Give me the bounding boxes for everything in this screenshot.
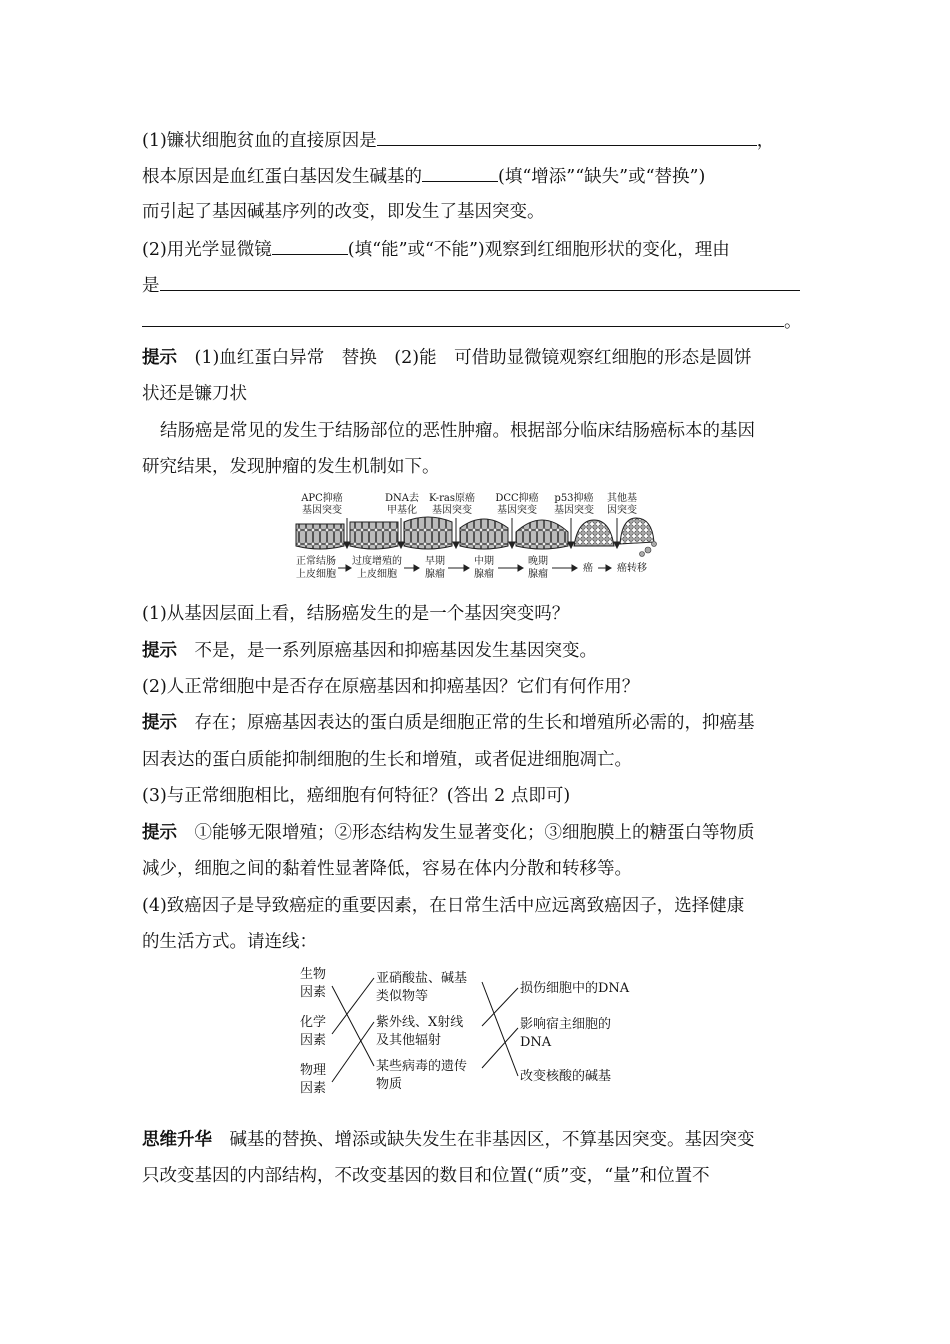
example-chemical: 亚硝酸盐、碱基 <box>376 971 468 986</box>
tissue-cancer <box>574 520 614 546</box>
top-label-4b: 基因突变 <box>497 505 537 516</box>
factor-biological-b: 因素 <box>300 985 327 1000</box>
example-biological-b: 物质 <box>376 1077 403 1092</box>
bottom-label-5: 晚期 <box>528 556 548 567</box>
question-2-2: (2)人正常细胞中是否存在原癌基因和抑癌基因？它们有何作用？ <box>142 677 640 697</box>
tissue-stages <box>296 517 657 557</box>
factor-physical-b: 因素 <box>300 1081 327 1096</box>
factor-chemical-b: 因素 <box>300 1033 327 1048</box>
hint-1: 提示 (1)血红蛋白异常 替换 (2)能 可借助显微镜观察红细胞的形态是圆饼 <box>142 348 752 368</box>
tissue-early-adenoma <box>404 517 452 549</box>
answer-blank[interactable] <box>142 308 784 327</box>
effect-host-dna-b: DNA <box>520 1035 552 1050</box>
hint-2-3: 提示 ①能够无限增殖；②形态结构发生显著变化；③细胞膜上的糖蛋白等物质 <box>142 823 755 843</box>
top-label-1b: 基因突变 <box>302 505 342 516</box>
example-chemical-b: 类似物等 <box>376 989 429 1004</box>
top-label-4: DCC抑癌 <box>495 493 539 504</box>
question-1-2-reason: 是 <box>142 272 800 299</box>
bottom-label-2: 过度增殖的 <box>352 556 402 567</box>
question-2-4-cont: 的生活方式。请连线： <box>142 932 317 952</box>
factor-physical: 物理 <box>300 1063 327 1078</box>
hint-2-2: 提示 存在；原癌基因表达的蛋白质是细胞正常的生长和增殖所必需的，抑癌基 <box>142 713 755 733</box>
top-label-6b: 因突变 <box>607 505 637 516</box>
bottom-label-3b: 腺瘤 <box>425 569 445 580</box>
hint-2-1: 提示 不是，是一系列原癌基因和抑癌基因发生基因突变。 <box>142 641 597 661</box>
effect-damage-dna: 损伤细胞中的DNA <box>520 981 630 996</box>
question-1-1-end: 而引起了基因碱基序列的改变，即发生了基因突变。 <box>142 202 545 222</box>
top-label-1: APC抑癌 <box>301 493 343 504</box>
effect-host-dna: 影响宿主细胞的 <box>520 1017 612 1032</box>
example-physical-b: 及其他辐射 <box>376 1033 442 1048</box>
answer-blank[interactable] <box>377 127 757 146</box>
top-label-2b: 甲基化 <box>387 505 417 516</box>
top-label-3b: 基因突变 <box>432 505 472 516</box>
question-2-1: (1)从基因层面上看，结肠癌发生的是一个基因突变吗？ <box>142 604 570 624</box>
bottom-label-4: 中期 <box>474 556 494 567</box>
answer-blank[interactable] <box>272 236 348 255</box>
question-1-1: (1)镰状细胞贫血的直接原因是 ， <box>142 127 774 154</box>
example-biological: 某些病毒的遗传 <box>376 1059 468 1074</box>
bottom-label-2b: 上皮细胞 <box>357 569 397 580</box>
top-label-5b: 基因突变 <box>554 505 594 516</box>
question-1-2: (2)用光学显微镜 (填“能”或“不能”)观察到红细胞形状的变化，理由 <box>142 236 730 263</box>
answer-blank[interactable] <box>422 163 498 182</box>
summary-cont: 只改变基因的内部结构，不改变基因的数目和位置(“质”变，“量”和位置不 <box>142 1166 710 1186</box>
answer-blank[interactable] <box>160 272 800 291</box>
tissue-normal <box>296 524 344 549</box>
bottom-label-7: 癌转移 <box>617 563 647 574</box>
intro-paragraph: 结肠癌是常见的发生于结肠部位的恶性肿瘤。根据部分临床结肠癌标本的基因 <box>160 421 755 441</box>
top-label-5: p53抑癌 <box>554 493 594 504</box>
bottom-label-3: 早期 <box>425 556 445 567</box>
question-1-2-reason-cont: 。 <box>142 308 802 335</box>
hint-2-3-cont: 减少，细胞之间的黏着性显著降低，容易在体内分散和转移等。 <box>142 859 632 879</box>
question-1-1-cont: 根本原因是血红蛋白基因发生碱基的 (填“增添”“缺失”或“替换”) <box>142 163 705 190</box>
bottom-label-5b: 腺瘤 <box>528 569 548 580</box>
top-label-3: K-ras原癌 <box>429 493 475 504</box>
tissue-metastasis <box>620 518 654 544</box>
question-2-4: (4)致癌因子是导致癌症的重要因素，在日常生活中应远离致癌因子，选择健康 <box>142 896 745 916</box>
bottom-label-1: 正常结肠 <box>296 556 336 567</box>
question-2-3: (3)与正常细胞相比，癌细胞有何特征？(答出 2 点即可) <box>142 786 571 806</box>
summary: 思维升华 碱基的替换、增添或缺失发生在非基因区，不算基因突变。基因突变 <box>142 1130 755 1150</box>
hint-2-2-cont: 因表达的蛋白质能抑制细胞的生长和增殖，或者促进细胞凋亡。 <box>142 750 632 770</box>
tissue-mid-adenoma <box>460 519 508 549</box>
tumor-mechanism-diagram <box>292 488 662 586</box>
bottom-label-4b: 腺瘤 <box>474 569 494 580</box>
factor-biological: 生物 <box>300 967 327 982</box>
factor-chemical: 化学 <box>300 1015 327 1030</box>
top-label-2: DNA去 <box>385 493 419 504</box>
hint-1-cont: 状还是镰刀状 <box>142 384 247 404</box>
carcinogen-matching-diagram <box>296 962 656 1102</box>
intro-paragraph-cont: 研究结果，发现肿瘤的发生机制如下。 <box>142 457 440 477</box>
bottom-label-6: 癌 <box>583 563 593 574</box>
tissue-hyperplasia <box>350 522 398 549</box>
bottom-label-1b: 上皮细胞 <box>296 569 336 580</box>
effect-change-bases: 改变核酸的碱基 <box>520 1069 612 1084</box>
tissue-late-adenoma <box>516 520 568 549</box>
top-label-6: 其他基 <box>607 493 637 504</box>
example-physical: 紫外线、X射线 <box>376 1015 464 1030</box>
